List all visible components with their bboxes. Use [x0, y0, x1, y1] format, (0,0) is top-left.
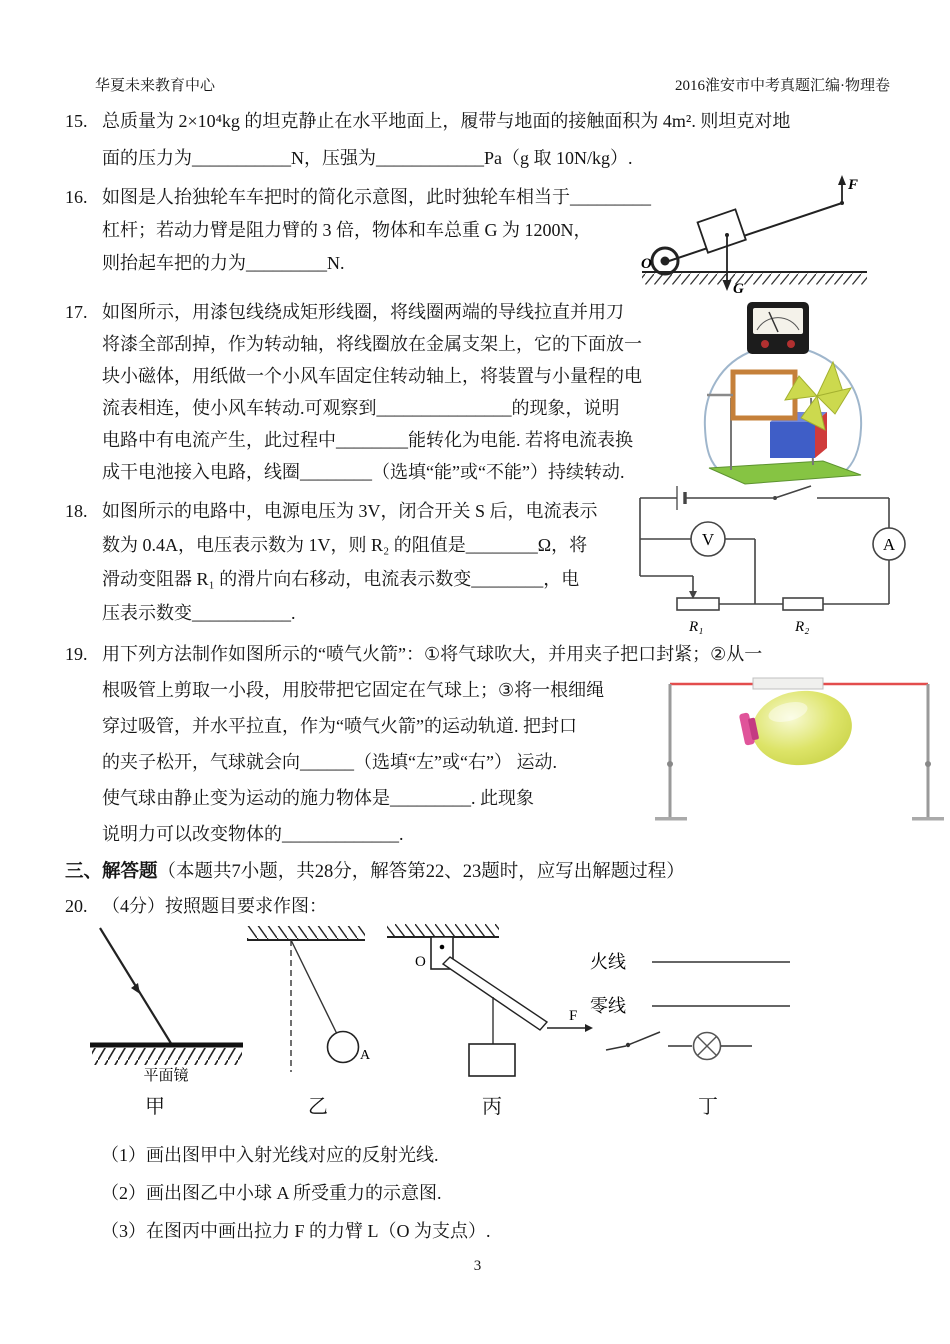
force-origin-dot	[840, 201, 844, 205]
ceiling-hatch	[387, 924, 499, 937]
pendulum-string	[291, 940, 337, 1034]
ground-hatch	[642, 274, 867, 285]
question-text: （4分）按照题目要求作图：	[102, 896, 327, 916]
question-line: 电路中有电流产生，此过程中________能转化为电能. 若将电流表换	[102, 430, 633, 450]
circuit-diagram-figure	[627, 484, 922, 636]
question-line: 使气球由静止变为运动的施力物体是_________. 此现象	[102, 788, 534, 808]
question-19	[65, 636, 890, 852]
caption-bing: 丙	[482, 1096, 502, 1118]
question-line: 成干电池接入电路，线圈________（选填“能”或“不能”）持续转动.	[102, 462, 625, 482]
question-number: 17.	[65, 302, 88, 322]
subquestion-1: （1）画出图甲中入射光线对应的反射光线.	[101, 1145, 439, 1165]
ceiling-hatch	[247, 926, 365, 940]
balloon	[748, 686, 855, 770]
rectangular-coil	[733, 372, 795, 418]
circuit-wires	[640, 498, 889, 604]
question-15	[65, 103, 890, 177]
r2-label: R₂	[795, 619, 810, 635]
coil-motor-apparatus-figure	[695, 300, 870, 490]
straw-segment	[753, 678, 823, 689]
question-line: 杠杆；若动力臂是阻力臂的 3 倍，物体和车总重 G 为 1200N，	[102, 220, 592, 240]
question-line: 将漆全部刮掉，作为转动轴，将线圈放在金属支架上，它的下面放一	[102, 334, 642, 354]
q20-figure-row	[65, 924, 890, 1136]
question-line: 压表示数变___________.	[102, 603, 296, 623]
lever-bar	[443, 957, 547, 1030]
switch-blade	[628, 1032, 660, 1045]
gravity-origin-dot	[725, 233, 729, 237]
gravity-arrowhead	[723, 280, 732, 291]
caption-ding: 丁	[698, 1096, 718, 1118]
question-number: 20.	[65, 896, 88, 916]
question-line: 总质量为 2×10⁴kg 的坦克静止在水平地面上，履带与地面的接触面积为 4m². 则坦克对地	[102, 111, 791, 131]
question-20	[65, 892, 890, 920]
stand-left-base	[655, 817, 687, 821]
switch-blade	[775, 486, 811, 498]
question-line: 如图所示，用漆包线绕成矩形线圈，将线圈两端的导线拉直并用刀	[102, 302, 624, 322]
section-heading	[65, 858, 890, 886]
subquestion-2: （2）画出图乙中小球 A 所受重力的示意图.	[101, 1183, 442, 1203]
voltmeter-label: V	[701, 530, 715, 549]
question-line: 块小磁体，用纸做一个小风车固定住转动轴上，将装置与小量程的电	[102, 366, 642, 386]
question-line: 流表相连，使小风车转动.可观察到_______________的现象，说明	[102, 398, 620, 418]
figure-ding-wiring	[590, 946, 860, 1066]
weight-block	[469, 1044, 515, 1076]
pivot-label: O	[415, 954, 426, 970]
header-right: 2016淮安市中考真题汇编·物理卷	[675, 78, 890, 94]
live-wire-label: 火线	[590, 952, 626, 972]
lever-rod	[669, 203, 842, 261]
rheostat-r1	[677, 598, 719, 610]
mirror-hatch	[92, 1048, 242, 1065]
page-number: 3	[473, 1258, 482, 1274]
switch-lead	[606, 1046, 626, 1050]
magnet-front-blue	[770, 422, 815, 458]
question-17	[65, 296, 890, 488]
caption-jia: 甲	[145, 1096, 165, 1118]
balloon-rocket-figure	[650, 668, 945, 843]
mirror-label: 平面镜	[143, 1068, 189, 1084]
subquestion-3: （3）在图丙中画出拉力 F 的力臂 L（O 为支点）.	[101, 1221, 491, 1241]
question-line: 如图是人抬独轮车车把时的简化示意图，此时独轮车相当于_________	[102, 187, 651, 207]
section-title: 三、解答题	[65, 862, 158, 882]
question-line: 滑动变阻器 R₁ 的滑片向右移动，电流表示数变________，电	[102, 569, 580, 589]
question-18	[65, 494, 896, 635]
question-line: 根吸管上剪取一小段，用胶带把它固定在气球上；③将一根细绳	[102, 680, 605, 700]
ball-a	[328, 1032, 359, 1063]
figure-bing-lever	[385, 924, 625, 1084]
question-line: 如图所示的电路中，电源电压为 3V，闭合开关 S 后，电流表示	[102, 501, 598, 521]
load-box	[698, 209, 746, 252]
question-number: 16.	[65, 187, 88, 207]
question-line: 的夹子松开，气球就会向______（选填“左”或“右”） 运动.	[102, 752, 557, 772]
question-line: 面的压力为___________N，压强为____________Pa（g 取 10N/kg）.	[102, 148, 633, 168]
neutral-wire-label: 零线	[590, 996, 626, 1016]
wheel-hub	[661, 257, 670, 266]
pivot-dot	[440, 945, 445, 950]
question-number: 19.	[65, 644, 88, 664]
question-number: 18.	[65, 501, 88, 521]
wheelbarrow-lever-figure	[627, 175, 872, 297]
question-line: 数为 0.4A，电压表示数为 1V，则 R₂ 的阻值是________Ω，将	[102, 535, 588, 555]
ammeter-label: A	[882, 535, 896, 554]
subquestion-list	[65, 1136, 890, 1250]
stand-left-clamp	[667, 761, 673, 767]
gravity-label: G	[733, 281, 744, 297]
question-line: 说明力可以改变物体的_____________.	[102, 824, 404, 844]
caption-yi: 乙	[308, 1096, 328, 1118]
header-left: 华夏未来教育中心	[95, 78, 216, 94]
ball-label: A	[360, 1048, 371, 1063]
question-number: 15.	[65, 111, 88, 131]
resistor-r2	[783, 598, 823, 610]
figure-yi-pendulum	[237, 924, 377, 1084]
question-16	[65, 177, 890, 297]
force-arrowhead	[838, 175, 846, 185]
force-label: F	[569, 1008, 578, 1024]
page-header	[65, 0, 890, 95]
ammeter-icon	[747, 302, 809, 354]
question-line: 穿过吸管，并水平拉直，作为“喷气火箭”的运动轨道. 把封口	[102, 716, 577, 736]
question-line: 则抬起车把的力为_________N.	[102, 253, 345, 273]
pivot-label: O	[641, 256, 652, 272]
stand-right-clamp	[925, 761, 931, 767]
question-line: 用下列方法制作如图所示的“喷气火箭”：①将气球吹大，并用夹子把口封紧；②从一	[102, 644, 763, 664]
force-label: F	[848, 177, 859, 193]
stand-right-base	[912, 817, 944, 821]
r1-label: R₁	[689, 619, 704, 635]
section-subtitle: （本题共7小题，共28分，解答第22、23题时，应写出解题过程）	[157, 862, 685, 882]
